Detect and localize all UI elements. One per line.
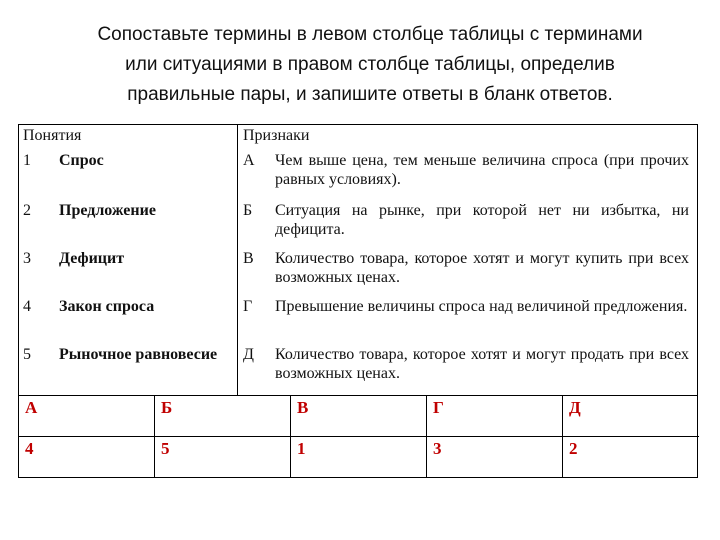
term-label: Предложение: [59, 202, 156, 219]
instruction-line-2: или ситуациями в правом столбце таблицы, определив: [125, 54, 615, 75]
feature-letter: Г: [243, 298, 253, 315]
instruction-line-3: правильные пары, и запишите ответы в бланк ответов.: [127, 84, 613, 105]
left-column-header: Понятия: [23, 127, 82, 144]
feature-description: Ситуация на рынке, при которой нет ни избытка, ни дефицита.: [275, 202, 689, 238]
feature-description: Превышение величины спроса над величиной предложения.: [275, 298, 688, 315]
column-divider: [237, 125, 238, 395]
feature-letter: А: [243, 152, 255, 169]
answer-letter-cell: Б: [155, 396, 291, 437]
answer-value-cell: 5: [155, 437, 291, 478]
answer-letter-cell: А: [19, 396, 155, 437]
matching-table: [18, 124, 698, 396]
term-number: 1: [23, 152, 31, 169]
right-column-header: Признаки: [243, 127, 310, 144]
answer-sheet: [18, 396, 698, 478]
feature-letter: Б: [243, 202, 253, 219]
feature-description: Чем выше цена, тем меньше величина спроса (при прочих равных условиях).: [275, 152, 689, 188]
answer-value-cell: 1: [291, 437, 427, 478]
answer-value-cell: 4: [19, 437, 155, 478]
feature-description: Количество товара, которое хотят и могут купить при всех возможных ценах.: [275, 250, 689, 286]
answer-value-cell: 2: [569, 439, 578, 458]
feature-letter: Д: [243, 346, 254, 363]
term-number: 5: [23, 346, 31, 363]
term-label: Рыночное равновесие: [59, 346, 218, 363]
term-number: 3: [23, 250, 31, 267]
answer-letter-cell: В: [291, 396, 427, 437]
term-number: 2: [23, 202, 31, 219]
answer-letter-cell: Г: [427, 396, 563, 437]
term-label: Закон спроса: [59, 298, 155, 315]
answer-value-cell: 3: [427, 437, 563, 478]
term-label: Спрос: [59, 152, 104, 169]
feature-description: Количество товара, которое хотят и могут продать при всех возможных ценах.: [275, 346, 689, 382]
answer-letter-cell: Д: [563, 396, 699, 437]
feature-letter: В: [243, 250, 254, 267]
term-number: 4: [23, 298, 31, 315]
instruction-line-1: Сопоставьте термины в левом столбце таблицы с терминами: [97, 24, 643, 45]
term-label: Дефицит: [59, 250, 125, 267]
task-instructions: [40, 20, 700, 110]
